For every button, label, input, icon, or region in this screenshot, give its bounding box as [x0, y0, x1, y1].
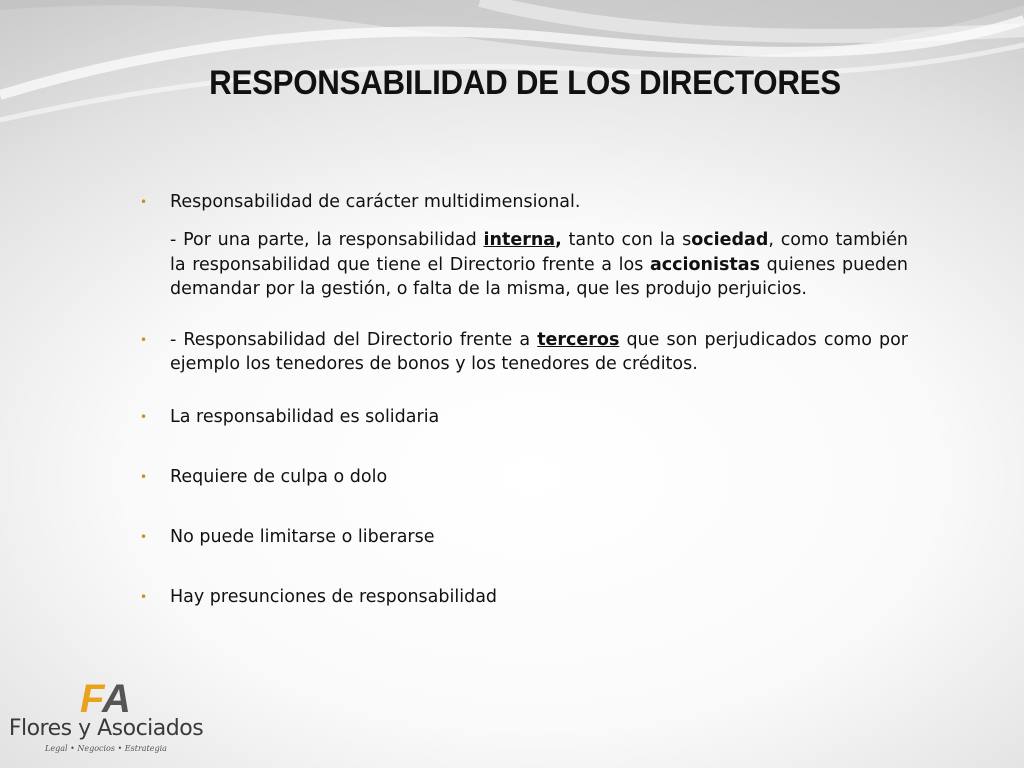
item-heading: Responsabilidad de carácter multidimensional. [170, 192, 581, 212]
svg-text:F: F [80, 677, 105, 716]
list-item-terceros: • - Responsabilidad del Directorio frente a terceros que son perjudicados como por ejemplo los tenedores de bonos y los tenedores de créditos. [140, 329, 908, 374]
bullet-icon: • [140, 529, 148, 544]
bullet-icon: • [140, 409, 148, 424]
list-item-multidimensional [140, 190, 908, 214]
svg-text:A: A [102, 677, 131, 716]
fa-logo-icon [78, 676, 138, 716]
slide-title: RESPONSABILIDAD DE LOS DIRECTORES [209, 64, 841, 102]
slide-content [140, 190, 908, 609]
bullet-icon: • [140, 332, 148, 347]
bullet-icon: • [140, 589, 148, 604]
paragraph-internal-responsibility: - Por una parte, la responsabilidad interna, tanto con la sociedad, como también la responsabilidad que tiene el Directorio frente a los accionistas quienes pueden demandar por la gestión, o falta de la misma, que les produjo perjuicios. [170, 230, 908, 299]
list-item-presunciones: • Hay presunciones de responsabilidad [140, 586, 498, 607]
logo-company-name: Flores y Asociados [8, 716, 204, 741]
company-logo [6, 674, 206, 764]
bullet-icon: • [140, 469, 148, 484]
list-item-limitarse: • No puede limitarse o liberarse [140, 526, 435, 547]
list-item-solidaria: • La responsabilidad es solidaria [140, 406, 440, 427]
logo-tagline: Legal • Negocios • Estrategia [45, 744, 167, 753]
bullet-icon: • [140, 195, 148, 209]
list-item-culpa: • Requiere de culpa o dolo [140, 466, 388, 487]
